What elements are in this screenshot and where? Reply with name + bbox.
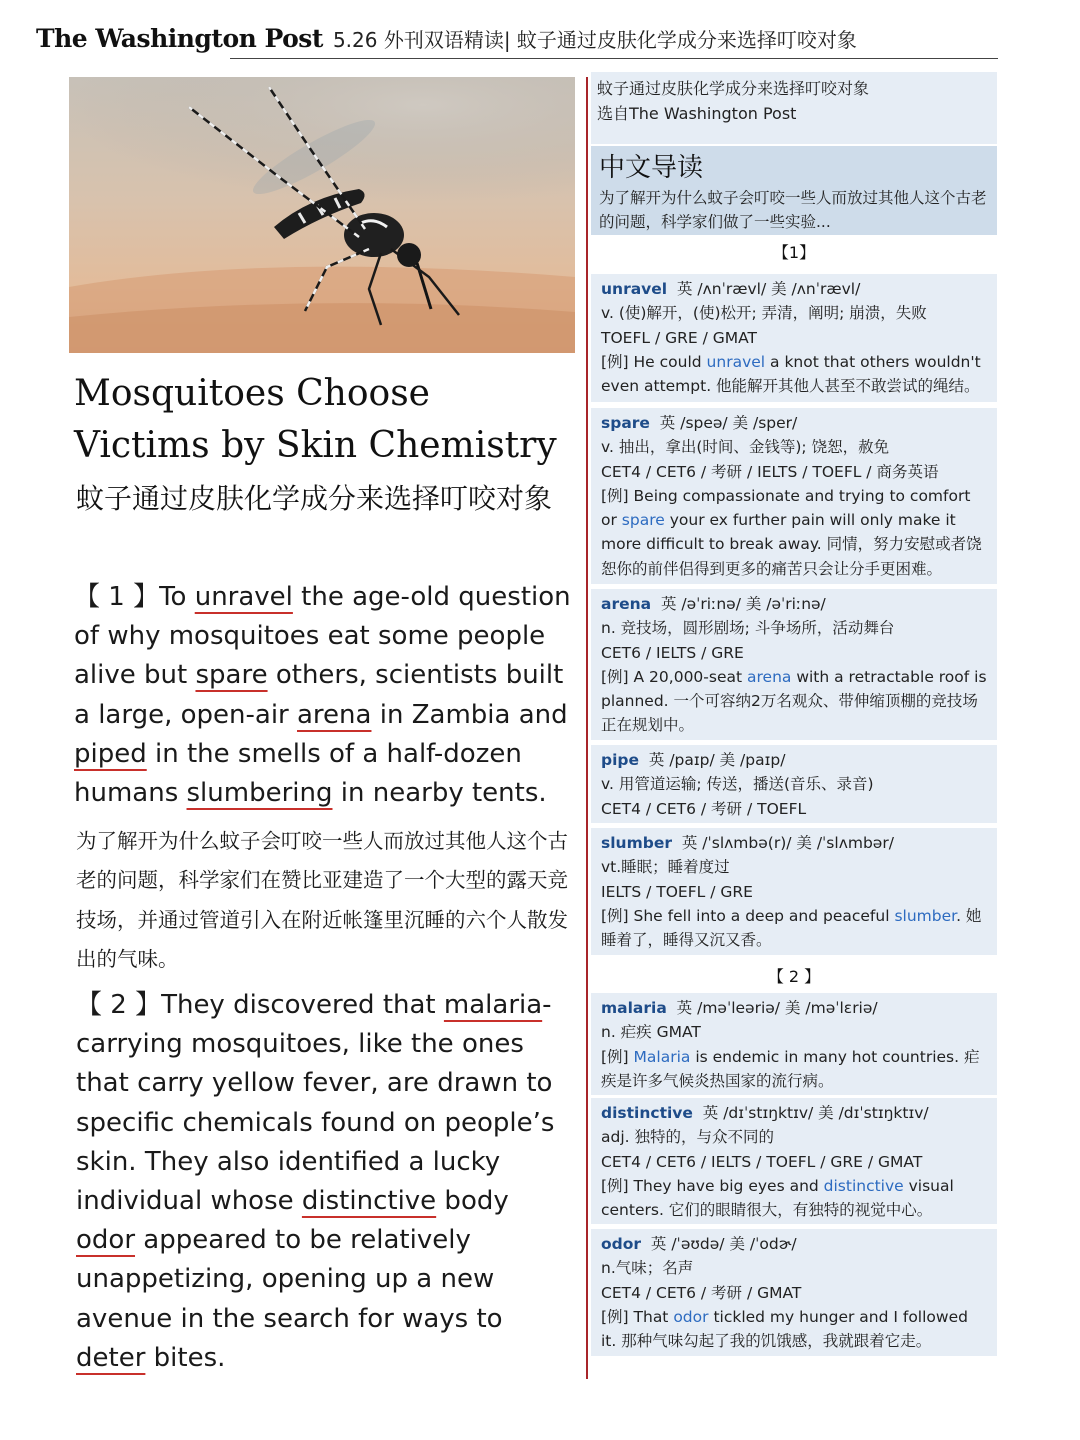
vocab-definition: n. 疟疾 GMAT: [601, 1023, 701, 1042]
example-keyword: odor: [673, 1307, 709, 1326]
vocab-example: [601, 1174, 987, 1223]
text-run: -carrying mosquitoes, like the ones that carry yellow fever, are drawn to specific chemicals found on people’s skin. They also identified a lucky individual whose: [76, 990, 555, 1217]
vocab-exams: CET4 / CET6 / IELTS / TOEFL / GRE / GMAT: [601, 1152, 923, 1171]
vocab-card-slumber: [591, 828, 997, 955]
vocab-exams: TOEFL / GRE / GMAT: [601, 328, 757, 347]
paragraph-1-zh: 为了解开为什么蚊子会叮咬一些人而放过其他人这个古老的问题，科学家们在赞比亚建造了一个大型的露天竞技场，并通过管道引入在附近帐篷里沉睡的六个人散发出的气味。: [76, 829, 568, 972]
text-run: bites.: [145, 1342, 226, 1373]
text-run: a knot that others wouldn't even attempt. 他能解开其他人甚至不敢尝试的绳结。: [601, 352, 981, 396]
text-run: your ex further pain will only make it more difficult to break away. 同情，努力安慰或者饶恕你的前伴侣得到更多的痛苦只会让分手更困难。: [601, 511, 982, 578]
vocab-phonetic: 英 /məˈleəriə/ 美 /məˈlɛriə/: [676, 999, 878, 1017]
vocab-card-malaria: [591, 993, 997, 1095]
vocab-word: slumber: [601, 834, 672, 852]
vocab-highlight: spare: [195, 660, 268, 691]
paragraph-2-marker: 【 2 】: [76, 990, 162, 1020]
example-keyword: Malaria: [633, 1047, 691, 1066]
header-rule: [230, 58, 998, 59]
vocab-definition: adj. 独特的，与众不同的: [601, 1128, 774, 1147]
vocab-example: [601, 484, 987, 581]
text-run: appeared to be relatively unappetizing, opening up a new avenue in the search for ways to: [76, 1225, 503, 1334]
section-label-2: 【 2 】: [767, 967, 821, 986]
vocab-highlight: slumbering: [186, 778, 333, 809]
vocab-card-unravel: [591, 274, 997, 402]
vocab-example: [601, 1045, 987, 1094]
vocab-word: spare: [601, 414, 650, 432]
text-run: [例]: [601, 1047, 634, 1066]
text-run: body: [436, 1186, 509, 1217]
vocab-highlight: distinctive: [301, 1186, 437, 1217]
text-run: To: [159, 582, 195, 612]
chinese-guide-box: [591, 146, 997, 235]
vocab-word: pipe: [601, 751, 640, 769]
vocab-definition: v. 用管道运输; 传送，播送(音乐、录音): [601, 775, 874, 794]
vocab-exams: CET6 / IELTS / GRE: [601, 643, 744, 662]
text-run: [例] That: [601, 1307, 674, 1326]
example-keyword: spare: [621, 511, 665, 530]
vocab-phonetic: 英 /paɪp/ 美 /paɪp/: [648, 751, 786, 769]
paragraph-2-text: [76, 990, 554, 1373]
text-run: the age-old question of why mosquitoes eat some people alive but: [74, 582, 571, 691]
vocab-definition: n.气味；名声: [601, 1259, 694, 1278]
vocab-highlight: arena: [297, 699, 372, 730]
brand-logo: The Washington Post: [36, 23, 323, 53]
vocab-phonetic: 英 /ʌnˈrævl/ 美 /ʌnˈrævl/: [676, 280, 861, 298]
vocab-definition: n. 竞技场，圆形剧场; 斗争场所，活动舞台: [601, 619, 895, 638]
vocab-exams: CET4 / CET6 / 考研 / GMAT: [601, 1283, 802, 1302]
vocab-highlight: malaria: [443, 990, 543, 1020]
text-run: visual centers. 它们的眼睛很大，有独特的视觉中心。: [601, 1176, 954, 1220]
text-run: [例] She fell into a deep and peaceful: [601, 906, 895, 925]
vocab-word: unravel: [601, 280, 668, 298]
vocab-phonetic: 英 /ˈəʊdə/ 美 /ˈodɚ/: [650, 1235, 797, 1253]
vocab-highlight: deter: [76, 1342, 146, 1373]
vocab-word: arena: [601, 595, 652, 613]
vocab-definition: vt.睡眠；睡着度过: [601, 858, 730, 877]
vocab-example: [601, 665, 987, 738]
text-run: [例] They have big eyes and: [601, 1176, 824, 1195]
vocab-word: odor: [601, 1235, 642, 1253]
article-title-en: Mosquitoes Choose Victims by Skin Chemistry: [74, 373, 557, 466]
example-keyword: slumber: [894, 906, 957, 925]
page-header: [36, 18, 1036, 58]
vocab-exams: CET4 / CET6 / 考研 / IELTS / TOEFL / 商务英语: [601, 462, 939, 481]
vocab-definition: v. (使)解开，(使)松开; 弄清，阐明; 崩溃，失败: [601, 304, 927, 323]
vocab-phonetic: 英 /dɪˈstɪŋktɪv/ 美 /dɪˈstɪŋktɪv/: [702, 1104, 929, 1122]
source-box: [591, 72, 997, 144]
source-title: 蚊子通过皮肤化学成分来选择叮咬对象: [597, 79, 870, 98]
mosquito-illustration: [69, 77, 575, 353]
column-divider: [586, 77, 588, 1379]
text-run: . 她睡着了，睡得又沉又香。: [601, 906, 982, 950]
text-run: They discovered that: [161, 990, 444, 1020]
vocab-highlight: piped: [74, 738, 147, 769]
text-run: in Zambia and: [371, 699, 568, 730]
guide-title: 中文导读: [599, 153, 704, 183]
vocab-card-arena: [591, 589, 997, 740]
text-run: in nearby tents.: [332, 778, 547, 809]
vocab-exams: IELTS / TOEFL / GRE: [601, 882, 753, 901]
example-keyword: unravel: [706, 352, 766, 371]
vocab-highlight: odor: [76, 1225, 136, 1256]
guide-text: 为了解开为什么蚊子会叮咬一些人而放过其他人这个古老的问题，科学家们做了一些实验...: [599, 189, 987, 231]
source-publication: 选自The Washington Post: [597, 104, 797, 123]
vocab-word: malaria: [601, 999, 667, 1017]
vocab-example: [601, 904, 987, 953]
vocab-phonetic: 英 /speə/ 美 /sper/: [659, 414, 798, 432]
vocab-card-distinctive: [591, 1098, 997, 1224]
mosquito-photo: [69, 77, 575, 353]
vocab-example: [601, 350, 987, 399]
vocab-card-odor: [591, 1229, 997, 1356]
vocab-example: [601, 1305, 987, 1354]
article-title-zh: 蚊子通过皮肤化学成分来选择叮咬对象: [76, 482, 553, 515]
paragraph-2-en: [76, 986, 572, 1378]
vocab-phonetic: 英 /əˈriːnə/ 美 /əˈriːnə/: [660, 595, 826, 613]
vocab-word: distinctive: [601, 1104, 693, 1122]
header-title: 5.26 外刊双语精读| 蚊子通过皮肤化学成分来选择叮咬对象: [332, 27, 857, 52]
text-run: [例] A 20,000-seat: [601, 667, 747, 686]
text-run: is endemic in many hot countries. 疟疾是许多气候炎热国家的流行病。: [601, 1047, 980, 1090]
vocab-definition: v. 抽出，拿出(时间、金钱等); 饶恕，赦免: [601, 438, 890, 457]
section-label-1: 【1】: [772, 243, 816, 262]
text-run: others, scientists built a large, open-air: [74, 660, 564, 730]
vocab-exams: CET4 / CET6 / 考研 / TOEFL: [601, 799, 807, 818]
paragraph-1-text: [74, 582, 571, 808]
example-keyword: distinctive: [823, 1176, 904, 1195]
text-run: in the smells of a half-dozen humans: [74, 738, 522, 809]
vocab-card-pipe: [591, 745, 997, 823]
vocab-highlight: unravel: [194, 582, 293, 612]
vocab-phonetic: 英 /ˈslʌmbə(r)/ 美 /ˈslʌmbər/: [681, 834, 894, 852]
text-run: [例] Being compassionate and trying to comfort or: [601, 486, 971, 530]
paragraph-1-en: [74, 578, 572, 813]
example-keyword: arena: [747, 667, 792, 686]
vocab-card-spare: [591, 408, 997, 584]
text-run: [例] He could: [601, 352, 707, 371]
text-run: with a retractable roof is planned. 一个可容纳2万名观众、带伸缩顶棚的竞技场正在规划中。: [601, 667, 987, 735]
paragraph-1-marker: 【 1 】: [74, 582, 160, 612]
text-run: tickled my hunger and I followed it. 那种气味勾起了我的饥饿感，我就跟着它走。: [601, 1307, 968, 1351]
